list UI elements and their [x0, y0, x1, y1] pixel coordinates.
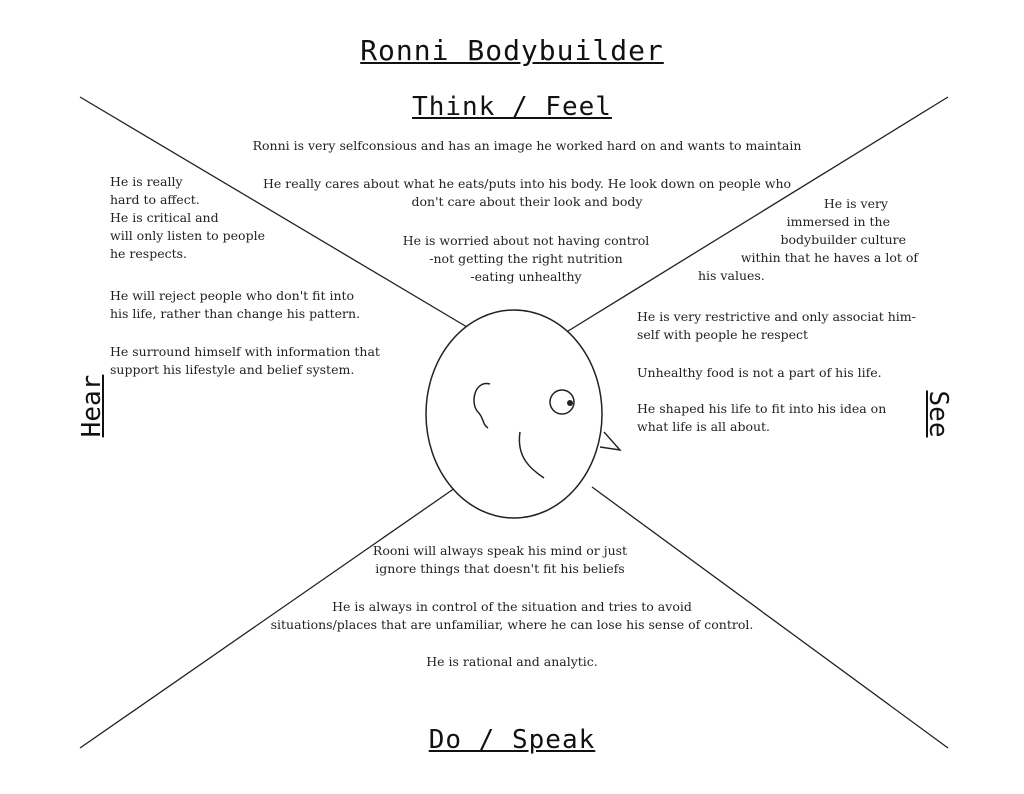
think-feel-line: He is worried about not having control	[402, 233, 650, 248]
face-icon	[426, 310, 620, 518]
do-speak-line: He is always in control of the situation and tries to avoid	[332, 599, 692, 614]
think-feel-line: -eating unhealthy	[470, 269, 582, 284]
see-line: within that he haves a lot of	[740, 250, 918, 265]
hear-line: He is really	[110, 174, 183, 189]
do-speak-title: Do / Speak	[428, 725, 596, 755]
pupil-icon	[567, 400, 573, 406]
do-speak-line: He is rational and analytic.	[426, 654, 598, 669]
think-feel-line: Ronni is very selfconsious and has an image he worked hard on and wants to maintain	[252, 138, 802, 153]
see-line: self with people he respect	[637, 327, 809, 342]
see-line: He is very restrictive and only associat him-	[637, 309, 916, 324]
hear-line: he respects.	[110, 246, 188, 261]
hear-text-3	[110, 343, 410, 379]
think-feel-title: Think / Feel	[412, 92, 612, 122]
hear-line: hard to affect.	[110, 192, 200, 207]
see-text-2	[637, 308, 937, 344]
see-line: his values.	[698, 268, 765, 283]
see-text-3	[637, 364, 917, 382]
think-feel-line: don't care about their look and body	[411, 194, 643, 209]
hear-label: Hear	[77, 374, 107, 438]
hear-text-2	[110, 287, 390, 323]
see-line: immersed in the	[786, 214, 890, 229]
think-feel-line: He really cares about what he eats/puts into his body. He look down on people who	[262, 176, 792, 191]
think-feel-text-3	[376, 232, 676, 286]
think-feel-line: -not getting the right nutrition	[429, 251, 623, 266]
do-speak-text-3	[362, 653, 662, 671]
think-feel-text-1	[212, 137, 842, 155]
nose-icon	[600, 432, 620, 450]
hear-line: support his lifestyle and belief system.	[110, 362, 355, 377]
do-speak-line: ignore things that doesn't fit his beliefs	[375, 561, 625, 576]
do-speak-text-1	[340, 542, 660, 578]
hear-line: his life, rather than change his pattern.	[110, 306, 361, 321]
see-line: Unhealthy food is not a part of his life.	[637, 365, 882, 380]
hear-line: will only listen to people	[110, 228, 265, 243]
see-text-4	[637, 400, 917, 436]
hear-line: He will reject people who don't fit into	[110, 288, 355, 303]
see-line: He shaped his life to fit into his idea on	[637, 401, 887, 416]
do-speak-line: Rooni will always speak his mind or just	[372, 543, 628, 558]
hear-line: He is critical and	[110, 210, 219, 225]
page-title: Ronni Bodybuilder	[360, 34, 664, 67]
see-line: He is very	[823, 196, 888, 211]
do-speak-line: situations/places that are unfamiliar, where he can lose his sense of control.	[270, 617, 754, 632]
see-line: bodybuilder culture	[780, 232, 906, 247]
see-line: what life is all about.	[637, 419, 771, 434]
see-label: See	[923, 390, 953, 438]
see-text-1	[698, 195, 918, 285]
do-speak-text-2	[232, 598, 792, 634]
hear-line: He surround himself with information that	[110, 344, 380, 359]
hear-text-1	[110, 173, 310, 263]
head-outline	[426, 310, 602, 518]
